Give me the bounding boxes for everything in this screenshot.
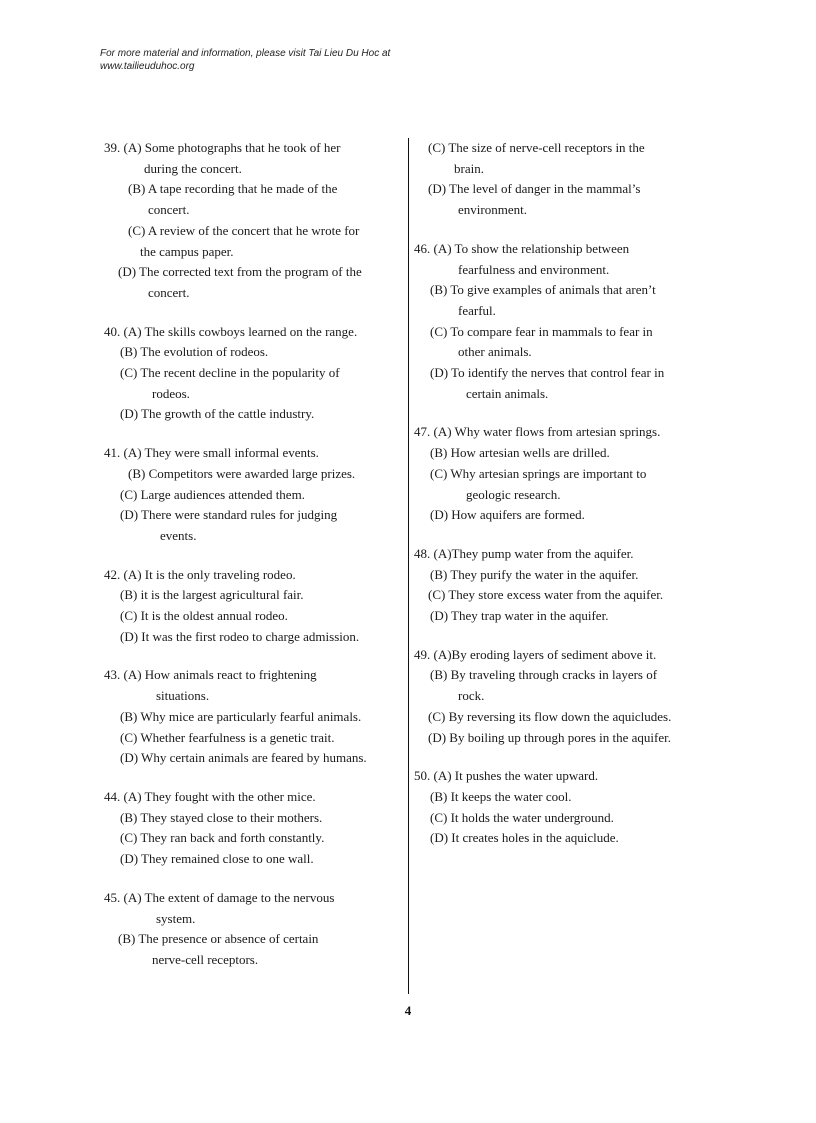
option-c: (C) The size of nerve-cell receptors in the	[428, 140, 645, 155]
option-c: (C) It is the oldest annual rodeo.	[120, 608, 288, 624]
option-a-cont: situations.	[156, 688, 210, 704]
option-c: (C) To compare fear in mammals to fear in	[430, 323, 653, 339]
option-c: (C) A review of the concert that he wrote for	[128, 222, 360, 238]
option-b: (B) Competitors were awarded large prizes.	[128, 465, 356, 481]
question-50	[414, 766, 719, 849]
option-a: 39. (A) Some photographs that he took of her	[104, 140, 341, 155]
option-c-cont: other animals.	[458, 344, 532, 360]
question-47	[414, 422, 719, 526]
left-column	[104, 138, 404, 989]
option-d: (D) To identify the nerves that control fear in	[430, 365, 665, 381]
page-number: 4	[404, 1003, 412, 1018]
option-a: 48. (A)They pump water from the aquifer.	[414, 545, 634, 561]
right-column	[414, 138, 719, 867]
option-d: (D) They remained close to one wall.	[120, 851, 314, 867]
option-c: (C) It holds the water underground.	[430, 809, 614, 825]
option-d: (D) The corrected text from the program of the	[118, 264, 362, 280]
question-39	[104, 138, 404, 304]
option-a-cont: system.	[156, 910, 196, 926]
question-43	[104, 665, 404, 769]
option-d: (D) They trap water in the aquifer.	[430, 608, 609, 624]
column-divider	[408, 138, 409, 994]
option-b-cont: nerve-cell receptors.	[152, 951, 259, 967]
option-c-cont: geologic research.	[466, 486, 561, 502]
option-d: (D) How aquifers are formed.	[430, 507, 585, 523]
option-a: 41. (A) They were small informal events.	[104, 445, 319, 461]
option-d: (D) By boiling up through pores in the aquifer.	[428, 729, 671, 745]
option-a: 45. (A) The extent of damage to the nervous	[104, 889, 335, 905]
option-b: (B) It keeps the water cool.	[430, 788, 572, 804]
option-c: (C) They store excess water from the aquifer.	[428, 587, 664, 603]
question-42	[104, 565, 404, 648]
question-46	[414, 239, 719, 405]
option-b-cont: rock.	[458, 688, 485, 704]
question-40	[104, 322, 404, 426]
question-45-continued	[414, 138, 719, 221]
option-b-cont: fearful.	[458, 302, 496, 318]
option-d: (D) It creates holes in the aquiclude.	[430, 830, 619, 846]
question-48	[414, 544, 719, 627]
option-d-cont: certain animals.	[466, 385, 549, 401]
option-d-cont: environment.	[458, 202, 527, 218]
option-d: (D) The growth of the cattle industry.	[120, 406, 315, 422]
option-b: (B) They purify the water in the aquifer.	[430, 566, 639, 582]
option-b: (B) They stayed close to their mothers.	[120, 809, 323, 825]
option-b: (B) Why mice are particularly fearful animals.	[120, 708, 362, 724]
question-44	[104, 787, 404, 870]
option-a: 43. (A) How animals react to frightening	[104, 667, 317, 683]
option-d-cont: concert.	[148, 284, 190, 300]
option-b-cont: concert.	[148, 202, 190, 218]
option-a: 46. (A) To show the relationship between	[414, 240, 630, 256]
question-41	[104, 443, 404, 547]
header-line: For more material and information, please visit Tai Lieu Du Hoc at	[100, 48, 391, 59]
option-d-cont: events.	[160, 527, 197, 543]
option-c-cont: the campus paper.	[140, 243, 234, 259]
option-b: (B) By traveling through cracks in layers of	[430, 667, 658, 683]
option-a: 49. (A)By eroding layers of sediment above it.	[414, 646, 657, 662]
option-a: 47. (A) Why water flows from artesian springs.	[414, 424, 661, 440]
option-d: (D) There were standard rules for judging	[120, 507, 338, 523]
option-b: (B) The presence or absence of certain	[118, 931, 319, 947]
option-b: (B) To give examples of animals that aren’t	[430, 282, 656, 298]
option-b: (B) A tape recording that he made of the	[128, 181, 338, 197]
option-c: (C) They ran back and forth constantly.	[120, 830, 325, 846]
option-c: (C) Large audiences attended them.	[120, 486, 305, 502]
option-c-cont: brain.	[454, 160, 484, 176]
option-a: 42. (A) It is the only traveling rodeo.	[104, 566, 296, 582]
option-b: (B) it is the largest agricultural fair.	[120, 587, 304, 603]
option-a: 44. (A) They fought with the other mice.	[104, 788, 316, 804]
option-b: (B) How artesian wells are drilled.	[430, 445, 610, 461]
option-c: (C) Why artesian springs are important to	[430, 465, 647, 481]
option-d: (D) Why certain animals are feared by humans.	[120, 750, 367, 766]
option-d: (D) It was the first rodeo to charge admission.	[120, 628, 360, 644]
page-header	[100, 47, 390, 73]
option-c: (C) Whether fearfulness is a genetic trait.	[120, 729, 335, 745]
option-c: (C) By reversing its flow down the aquicludes.	[428, 708, 672, 724]
option-a-cont: fearfulness and environment.	[458, 261, 610, 277]
option-d: (D) The level of danger in the mammal’s	[428, 181, 641, 197]
option-b: (B) The evolution of rodeos.	[120, 344, 269, 360]
question-49	[414, 645, 719, 749]
option-a: 50. (A) It pushes the water upward.	[414, 768, 599, 784]
header-url: www.tailieuduhoc.org	[100, 61, 195, 72]
option-a-cont: during the concert.	[144, 160, 242, 176]
option-c: (C) The recent decline in the popularity of	[120, 365, 340, 381]
option-a: 40. (A) The skills cowboys learned on the range.	[104, 323, 358, 339]
option-c-cont: rodeos.	[152, 385, 190, 401]
question-45	[104, 888, 404, 971]
